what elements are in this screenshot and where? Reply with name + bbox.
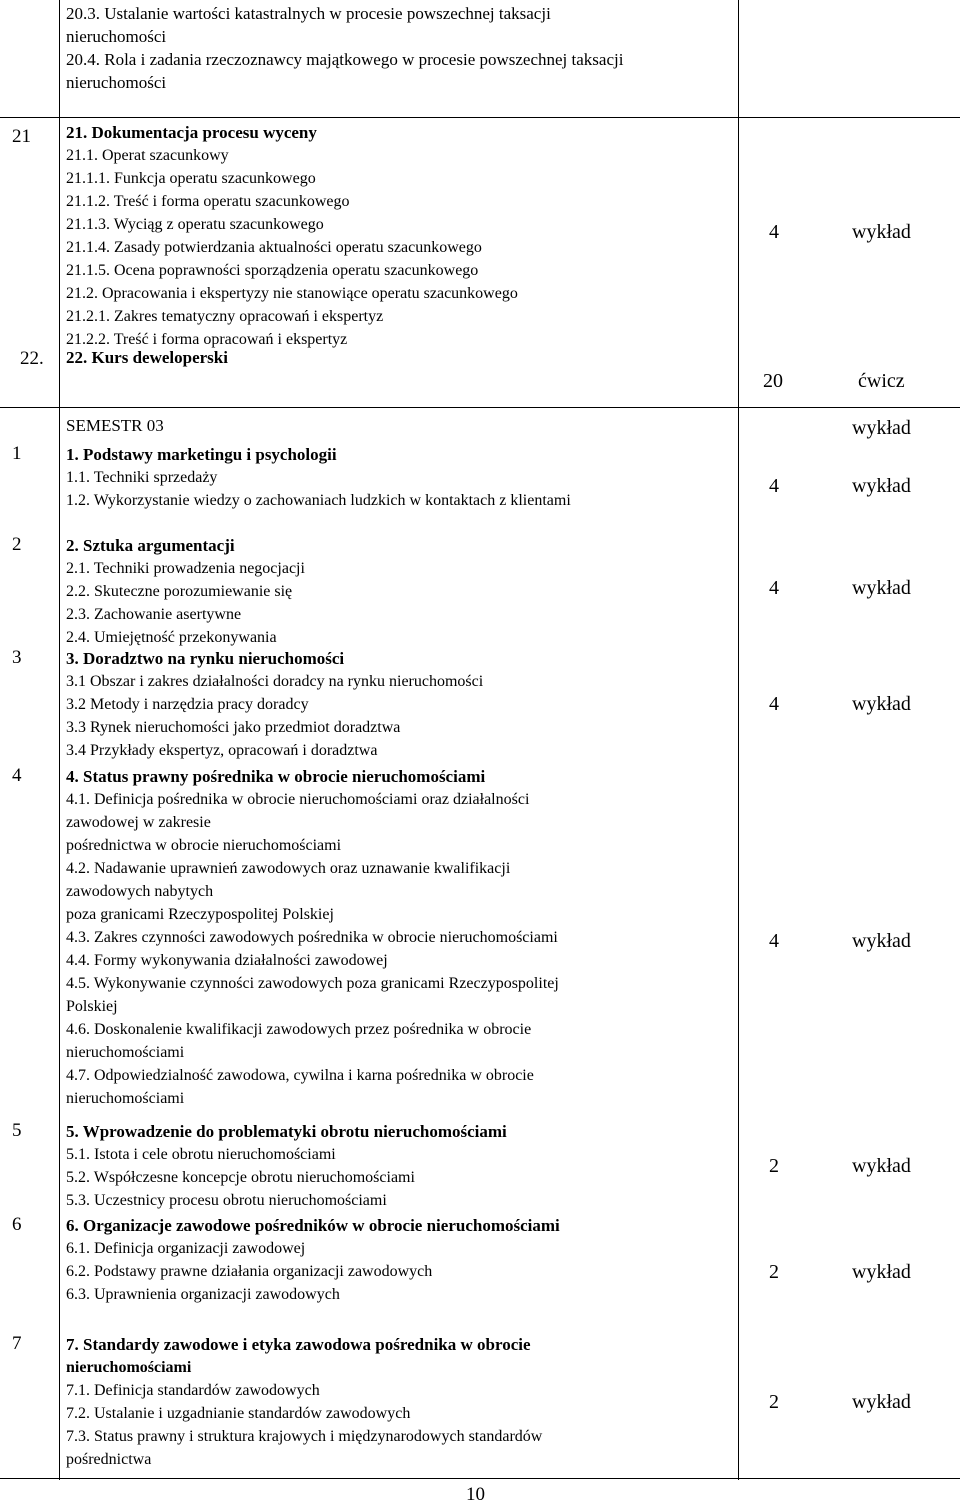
text-line: 6.2. Podstawy prawne działania organizacji zawodowych [66,1263,433,1280]
topic-number: 5 [12,1120,22,1141]
text-line: 7.2. Ustalanie i uzgadnianie standardów zawodowych [66,1405,411,1422]
text-line: 5.3. Uczestnicy procesu obrotu nieruchomościami [66,1192,387,1209]
topic-title: 4. Status prawny pośrednika w obrocie nieruchomościami [66,767,486,786]
topic-lines [66,1120,507,1212]
section-20-continuation [66,2,623,94]
text-line: nieruchomości [66,73,167,92]
topic-number: 1 [12,443,22,464]
text-line: 21.1.4. Zasady potwierdzania aktualności operatu szacunkowego [66,239,482,256]
class-type: wykład [852,1261,911,1283]
topic-lines [66,1333,542,1471]
text-line: 21.1.1. Funkcja operatu szacunkowego [66,170,316,187]
text-line: 4.7. Odpowiedzialność zawodowa, cywilna i karna pośrednika w obrocie [66,1067,534,1084]
text-line: 4.5. Wykonywanie czynności zawodowych poza granicami Rzeczypospolitej [66,975,559,992]
text-line: nieruchomościami [66,1359,192,1376]
section-21-lines [66,121,518,351]
topic-lines [66,1214,560,1306]
topic-row [0,1333,960,1475]
class-type: wykład [852,221,911,243]
text-line: 20.3. Ustalanie wartości katastralnych w procesie powszechnej taksacji [66,4,551,23]
text-line: 20.4. Rola i zadania rzeczoznawcy majątkowego w procesie powszechnej taksacji [66,50,624,69]
class-type: wykład [852,417,911,439]
topic-row [0,1214,960,1309]
topic-number: 4 [12,765,22,786]
text-line: pośrednictwa [66,1451,152,1468]
row-divider [0,1478,960,1479]
text-line: 3.1 Obszar i zakres działalności doradcy na rynku nieruchomości [66,673,484,690]
text-line: 3.3 Rynek nieruchomości jako przedmiot doradztwa [66,719,401,736]
text-line: 4.6. Doskonalenie kwalifikacji zawodowych przez pośrednika w obrocie [66,1021,532,1038]
hours-value: 4 [769,475,779,497]
text-line: 1.1. Techniki sprzedaży [66,469,218,486]
topic-lines [66,647,483,762]
text-line: poza granicami Rzeczypospolitej Polskiej [66,906,334,923]
page-number: 10 [466,1484,485,1505]
text-line: 2.4. Umiejętność przekonywania [66,629,277,646]
topic-lines [66,534,305,649]
text-line: 3.2 Metody i narzędzia pracy doradcy [66,696,309,713]
hours-value: 4 [769,693,779,715]
topic-number: 6 [12,1214,22,1235]
text-line: 5.2. Współczesne koncepcje obrotu nieruchomościami [66,1169,415,1186]
text-line: 4.4. Formy wykonywania działalności zawodowej [66,952,388,969]
topic-lines [66,765,559,1110]
topic-title: 5. Wprowadzenie do problematyki obrotu nieruchomościami [66,1122,507,1141]
class-type: ćwicz [858,370,905,392]
hours-value: 4 [769,930,779,952]
text-line: nieruchomości [66,27,167,46]
class-type: wykład [852,1391,911,1413]
text-line: 6.3. Uprawnienia organizacji zawodowych [66,1286,340,1303]
text-line: 7.3. Status prawny i struktura krajowych i międzynarodowych standardów [66,1428,543,1445]
text-line: 4.2. Nadawanie uprawnień zawodowych oraz uznawanie kwalifikacji [66,860,511,877]
topic-title: 6. Organizacje zawodowe pośredników w obrocie nieruchomościami [66,1216,560,1235]
topic-row [0,765,960,1115]
text-line: 21.1.3. Wyciąg z operatu szacunkowego [66,216,324,233]
text-line: 3.4 Przykłady ekspertyz, opracowań i doradztwa [66,742,378,759]
text-line: 7.1. Definicja standardów zawodowych [66,1382,320,1399]
text-line: 21.2. Opracowania i ekspertyzy nie stanowiące operatu szacunkowego [66,285,518,302]
text-line: 5.1. Istota i cele obrotu nieruchomościami [66,1146,336,1163]
text-line: 2.2. Skuteczne porozumiewanie się [66,583,293,600]
topic-title: 2. Sztuka argumentacji [66,536,235,555]
class-type: wykład [852,1155,911,1177]
text-line: 1.2. Wykorzystanie wiedzy o zachowaniach ludzkich w kontaktach z klientami [66,492,571,509]
text-line: pośrednictwa w obrocie nieruchomościami [66,837,342,854]
topic-row [0,443,960,523]
text-line: 21.2.2. Treść i forma opracowań i ekspertyz [66,331,348,348]
text-line: 6.1. Definicja organizacji zawodowej [66,1240,306,1257]
hours-value: 2 [769,1155,779,1177]
text-line: nieruchomościami [66,1044,185,1061]
topic-number: 3 [12,647,22,668]
topic-row [0,647,960,763]
hours-value: 4 [769,577,779,599]
class-type: wykład [852,475,911,497]
hours-value: 20 [763,370,783,392]
text-line: 2.3. Zachowanie asertywne [66,606,242,623]
topic-title: 3. Doradztwo na rynku nieruchomości [66,649,345,668]
topic-title: 7. Standardy zawodowe i etyka zawodowa pośrednika w obrocie [66,1335,531,1354]
topic-row [0,1120,960,1215]
section-title: 22. Kurs deweloperski [66,348,228,367]
text-line: 2.1. Techniki prowadzenia negocjacji [66,560,305,577]
topic-lines [66,443,571,512]
topic-row [0,534,960,650]
row-divider [0,117,960,118]
section-number: 21 [12,126,31,147]
section-number: 22. [20,348,44,369]
text-line: 21.1.2. Treść i forma operatu szacunkowego [66,193,350,210]
topic-number: 7 [12,1333,22,1354]
hours-value: 4 [769,221,779,243]
text-line: nieruchomościami [66,1090,185,1107]
text-line: 4.1. Definicja pośrednika w obrocie nieruchomościami oraz działalności [66,791,530,808]
class-type: wykład [852,577,911,599]
topic-title: 1. Podstawy marketingu i psychologii [66,445,337,464]
semester-title: SEMESTR 03 [66,416,164,435]
text-line: 21.2.1. Zakres tematyczny opracowań i ekspertyz [66,308,384,325]
text-line: 4.3. Zakres czynności zawodowych pośrednika w obrocie nieruchomościami [66,929,558,946]
text-line: zawodowej w zakresie [66,814,211,831]
hours-value: 2 [769,1391,779,1413]
text-line: Polskiej [66,998,118,1015]
text-line: 21.1.5. Ocena poprawności sporządzenia operatu szacunkowego [66,262,479,279]
text-line: 21.1. Operat szacunkowy [66,147,229,164]
text-line: zawodowych nabytych [66,883,214,900]
class-type: wykład [852,930,911,952]
row-divider [0,407,960,408]
class-type: wykład [852,693,911,715]
hours-value: 2 [769,1261,779,1283]
topic-number: 2 [12,534,22,555]
section-title: 21. Dokumentacja procesu wyceny [66,123,317,142]
